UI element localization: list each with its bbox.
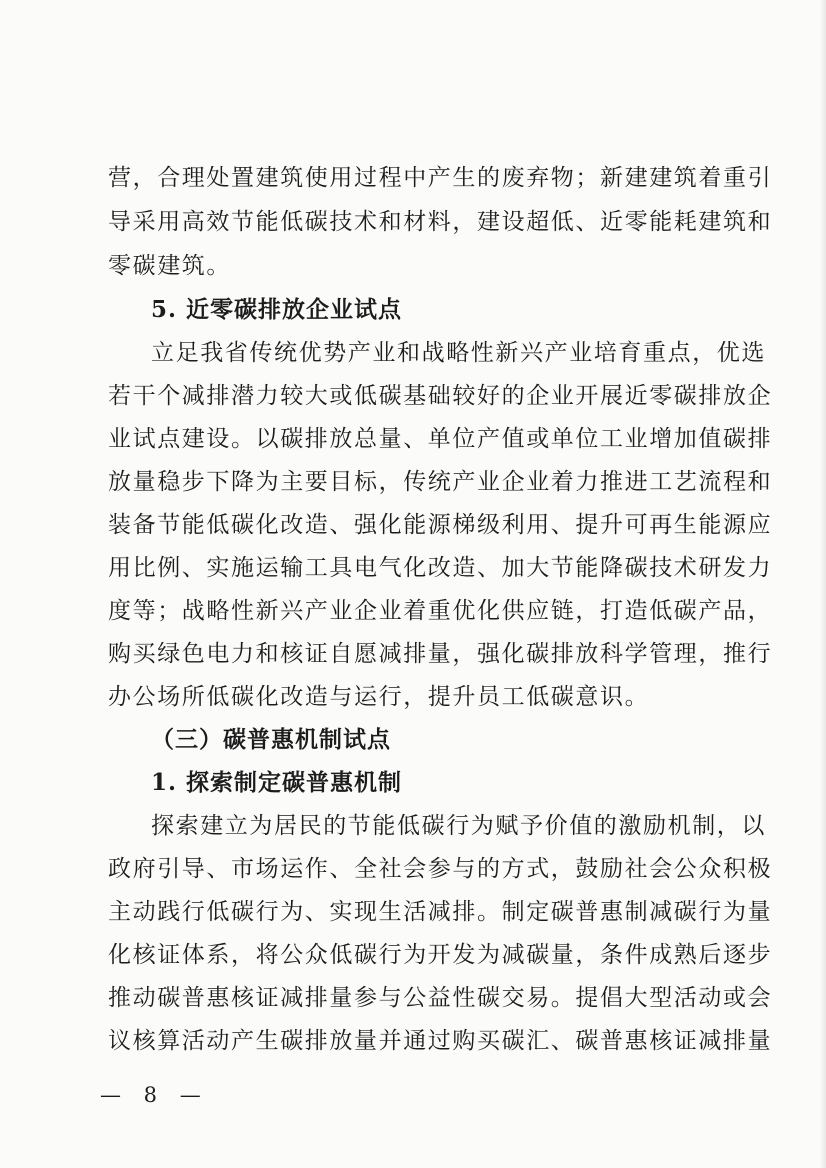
paragraph-line: 探索建立为居民的节能低碳行为赋予价值的激励机制，以: [151, 813, 766, 839]
paragraph-line: 度等；战略性新兴产业企业着重优化供应链，打造低碳产品，: [108, 598, 773, 624]
paragraph-line: 化核证体系，将公众低碳行为开发为减碳量，条件成熟后逐步: [108, 942, 773, 968]
paragraph-line: 装备节能低碳化改造、强化能源梯级利用、提升可再生能源应: [108, 512, 773, 538]
paragraph-line: 主动践行低碳行为、实现生活减排。制定碳普惠制减碳行为量: [108, 899, 773, 925]
subsection-heading-1: 1. 探索制定碳普惠机制: [151, 769, 403, 796]
section-heading-3: （三）碳普惠机制试点: [151, 726, 391, 753]
paragraph-line: 推动碳普惠核证减排量参与公益性碳交易。提倡大型活动或会: [108, 985, 773, 1011]
paragraph-line: 议核算活动产生碳排放量并通过购买碳汇、碳普惠核证减排量: [108, 1028, 773, 1054]
paragraph-line: 零碳建筑。: [108, 253, 231, 279]
paragraph-line: 业试点建设。以碳排放总量、单位产值或单位工业增加值碳排: [108, 426, 773, 452]
paragraph-line: 导采用高效节能低碳技术和材料，建设超低、近零能耗建筑和: [108, 209, 773, 235]
paragraph-line: 办公场所低碳化改造与运行，提升员工低碳意识。: [108, 684, 650, 710]
paragraph-line: 放量稳步下降为主要目标，传统产业企业着力推进工艺流程和: [108, 469, 773, 495]
page-number: — 8 —: [100, 1083, 209, 1107]
paragraph-line: 购买绿色电力和核证自愿减排量，强化碳排放科学管理，推行: [108, 641, 773, 667]
section-heading-5: 5. 近零碳排放企业试点: [151, 296, 403, 323]
paragraph-line: 用比例、实施运输工具电气化改造、加大节能降碳技术研发力: [108, 555, 773, 581]
paragraph-line: 政府引导、市场运作、全社会参与的方式，鼓励社会公众积极: [108, 856, 773, 882]
page-edge-shadow: [820, 0, 826, 1168]
paragraph-line: 若干个减排潜力较大或低碳基础较好的企业开展近零碳排放企: [108, 383, 773, 409]
paragraph-line: 立足我省传统优势产业和战略性新兴产业培育重点，优选: [151, 340, 766, 366]
paragraph-line: 营，合理处置建筑使用过程中产生的废弃物；新建建筑着重引: [108, 165, 773, 191]
